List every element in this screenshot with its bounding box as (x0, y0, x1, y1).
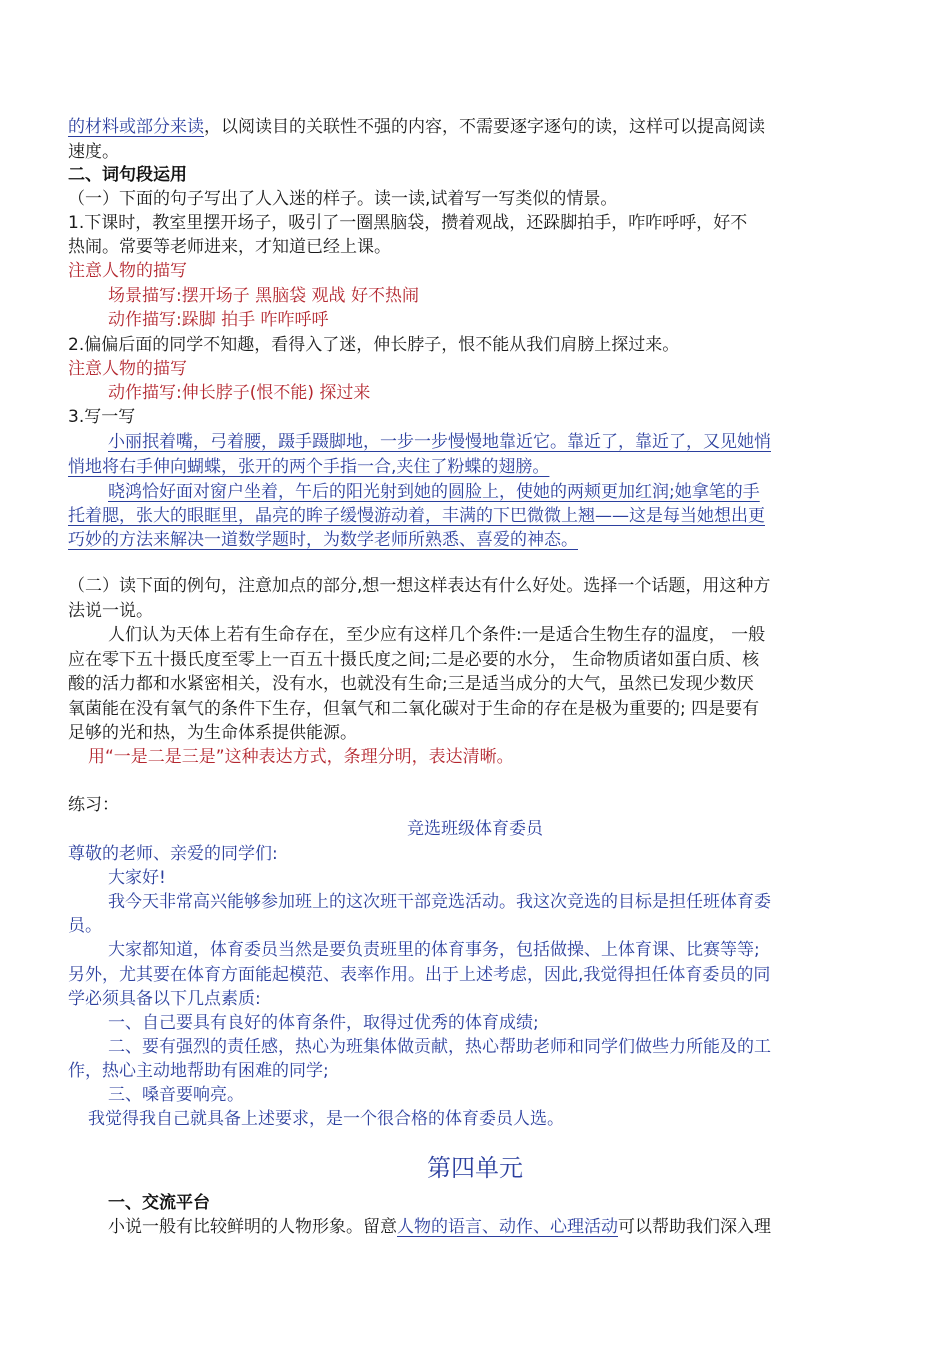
text-line: 氧菌能在没有氧气的条件下生存，但氧气和二氧化碳对于生命的存在是极为重要的; 四是要有 (68, 699, 760, 719)
text-line: 大家都知道，体育委员当然是要负责班里的体育事务，包括做操、上体育课、比赛等等; (108, 940, 760, 960)
text-segment: 小说一般有比较鲜明的人物形象。留意 (108, 1217, 397, 1237)
annotation-note: 动作描写:伸长脖子(恨不能) 探过来 (108, 383, 371, 403)
annotation-note: 用“一是二是三是”这种表达方式，条理分明，表达清晰。 (88, 747, 514, 767)
text-line: 大家好! (108, 868, 166, 888)
text-line: 我今天非常高兴能够参加班上的这次班干部竞选活动。我这次竞选的目标是担任班体育委 (108, 892, 771, 912)
section-heading: 一、交流平台 (108, 1193, 210, 1213)
sample-writing-line: 悄地将右手伸向蝴蝶，张开的两个手指一合,夹住了粉蝶的翅膀。 (68, 457, 550, 477)
unit-title: 第四单元 (427, 1154, 523, 1182)
text-line: 速度。 (68, 142, 119, 162)
text-line: 三、嗓音要响亮。 (108, 1085, 244, 1105)
text-line (108, 1215, 771, 1239)
sample-writing-line: 托着腮，张大的眼眶里，晶亮的眸子缓慢游动着，丰满的下巴微微上翘——这是每当她想出更 (68, 506, 765, 526)
text-line: 员。 (68, 916, 102, 936)
text-line: 学必须具备以下几点素质: (68, 989, 261, 1009)
text-line: （二）读下面的例句，注意加点的部分,想一想这样表达有什么好处。选择一个话题，用这种方 (68, 576, 771, 596)
sample-writing-line: 巧妙的方法来解决一道数学题时，为数学老师所熟悉、喜爱的神态。 (68, 530, 578, 550)
text-segment: 可以帮助我们深入理 (618, 1217, 771, 1237)
text-line: 酸的活力都和水紧密相关，没有水，也就没有生命;三是适当成分的大气，虽然已发现少数厌 (68, 674, 754, 694)
text-line: 1.下课时，教室里摆开场子，吸引了一圈黑脑袋，攒着观战，还跺脚拍手，咋咋呼呼，好不 (68, 213, 748, 233)
text-line: 法说一说。 (68, 601, 153, 621)
text-line: 人们认为天体上若有生命存在，至少应有这样几个条件:一是适合生物生存的温度， 一般 (108, 625, 766, 645)
sample-writing-line: 晓鸿恰好面对窗户坐着，午后的阳光射到她的圆脸上，使她的两颊更加红润;她拿笔的手 (108, 482, 760, 502)
sample-writing-line: 小丽抿着嘴，弓着腰，蹑手蹑脚地，一步一步慢慢地靠近它。靠近了，靠近了，又见她悄 (108, 432, 771, 452)
text-line: 尊敬的老师、亲爱的同学们: (68, 844, 278, 864)
highlighted-phrase: 的材料或部分来读 (68, 117, 204, 137)
text-line: 热闹。常要等老师进来，才知道已经上课。 (68, 237, 391, 257)
annotation-note: 注意人物的描写 (68, 359, 187, 379)
text-line: 一、自己要具有良好的体育条件，取得过优秀的体育成绩; (108, 1013, 539, 1033)
annotation-note: 场景描写:摆开场子 黑脑袋 观战 好不热闹 (108, 286, 419, 306)
text-line: 我觉得我自己就具备上述要求，是一个很合格的体育委员人选。 (88, 1109, 564, 1129)
practice-label: 练习： (68, 795, 119, 815)
text-line (68, 115, 765, 139)
text-segment: ，以阅读目的关联性不强的内容，不需要逐字逐句的读，这样可以提高阅读 (204, 117, 765, 137)
text-line: 二、要有强烈的责任感，热心为班集体做贡献，热心帮助老师和同学们做些力所能及的工 (108, 1037, 771, 1057)
highlighted-phrase: 人物的语言、动作、心理活动 (397, 1217, 618, 1237)
practice-title: 竞选班级体育委员 (407, 819, 543, 839)
text-line: 另外，尤其要在体育方面能起模范、表率作用。出于上述考虑，因此,我觉得担任体育委员的同 (68, 965, 771, 985)
section-heading: 二、词句段运用 (68, 165, 187, 185)
text-line: 2.偏偏后面的同学不知趣，看得入了迷，伸长脖子，恨不能从我们肩膀上探过来。 (68, 335, 680, 355)
annotation-note: 注意人物的描写 (68, 261, 187, 281)
annotation-note: 动作描写:跺脚 拍手 咋咋呼呼 (108, 310, 329, 330)
text-line: （一）下面的句子写出了人入迷的样子。读一读,试着写一写类似的情景。 (68, 189, 618, 209)
text-line: 足够的光和热，为生命体系提供能源。 (68, 723, 357, 743)
text-line: 作，热心主动地帮助有困难的同学; (68, 1061, 329, 1081)
text-line: 应在零下五十摄氏度至零上一百五十摄氏度之间;二是必要的水分， 生命物质诸如蛋白质、核 (68, 650, 760, 670)
text-line: 3.写一写 (68, 407, 136, 427)
